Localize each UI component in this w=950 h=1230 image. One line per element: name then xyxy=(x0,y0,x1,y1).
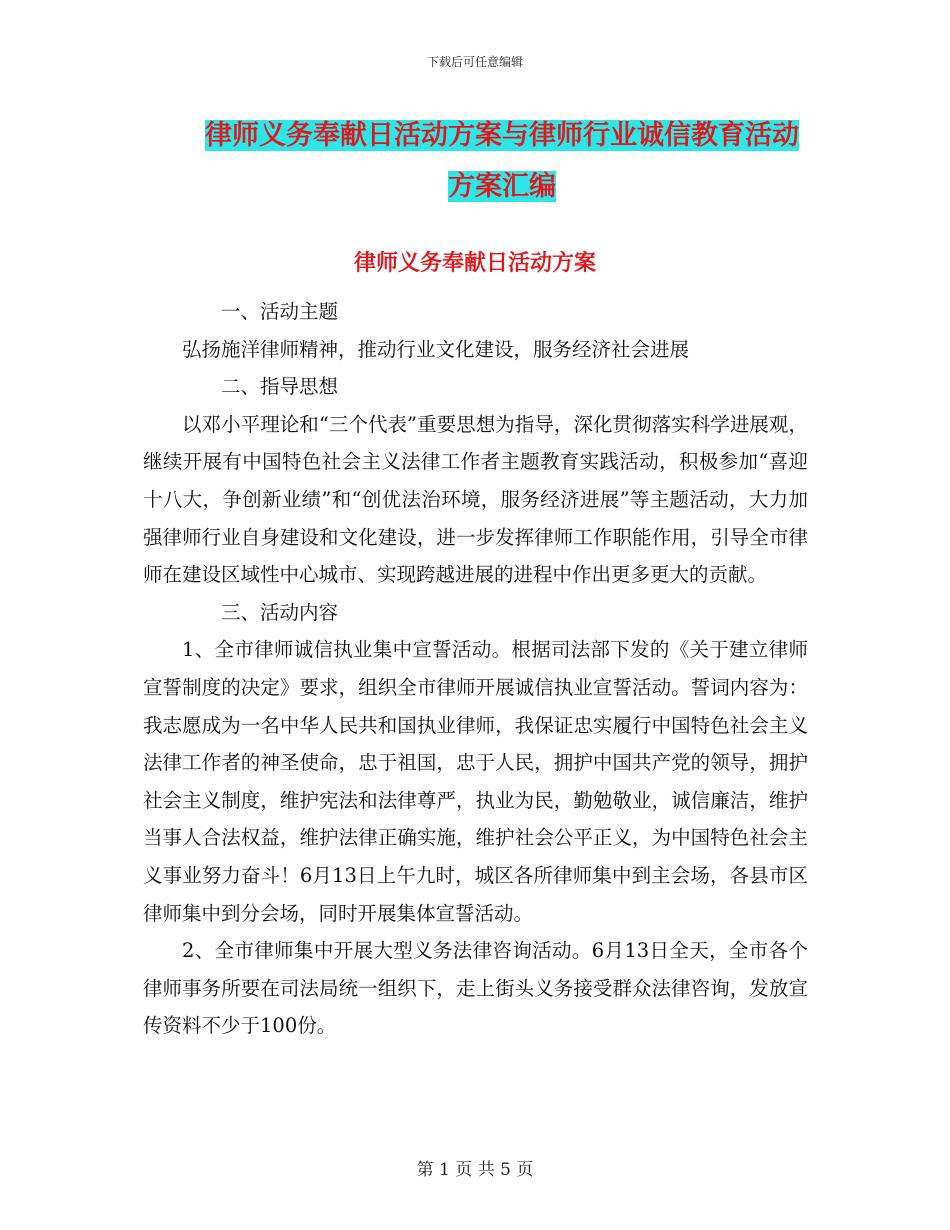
section-title: 律师义务奉献日活动方案 xyxy=(353,251,596,276)
heading-text: 指导思想 xyxy=(260,375,339,399)
heading-guiding-thought xyxy=(143,368,808,406)
heading-text: 活动主题 xyxy=(260,300,339,323)
heading-number: 三、 xyxy=(221,600,261,624)
document-title-text: 律师义务奉献日活动方案与律师行业诚信教育活动方案汇编 xyxy=(205,120,799,202)
paragraph-item-1: 1、全市律师诚信执业集中宣誓活动。根据司法部下发的《关于建立律师宣誓制度的决定》要求，组织全市律师开展诚信执业宣誓活动。誓词内容为：我志愿成为一名中华人民共和国执业律师，我保证忠实履行中国特色社会主义法律工作者的神圣使命，忠于祖国，忠于人民，拥护中国共产党的领导，拥护社会主义制度，维护宪法和法律尊严，执业为民，勤勉敬业，诚信廉洁，维护当事人合法权益，维护法律正确实施，维护社会公平正义，为中国特色社会主义事业努力奋斗！6月13日上午九时，城区各所律师集中到主会场，各县市区律师集中到分会场，同时开展集体宣誓活动。 xyxy=(143,638,808,925)
paragraph-theme: 弘扬施洋律师精神，推动行业文化建设，服务经济社会进展 xyxy=(182,337,690,361)
header-note: 下载后可任意编辑 xyxy=(426,55,523,69)
heading-activity-theme xyxy=(143,293,808,331)
page-footer: 第 1 页 共 5 页 xyxy=(416,1160,534,1180)
heading-number: 二、 xyxy=(221,375,261,399)
heading-activity-content xyxy=(143,594,808,632)
paragraph-item-2: 2、全市律师集中开展大型义务法律咨询活动。6月13日全天，全市各个律师事务所要在司法局统一组织下，走上街头义务接受群众法律咨询，发放宣传资料不少于100份。 xyxy=(143,939,808,1038)
document-body xyxy=(143,293,808,1045)
paragraph-guiding-thought: 以邓小平理论和“三个代表”重要思想为指导，深化贯彻落实科学进展观，继续开展有中国特色社会主义法律工作者主题教育实践活动，积极参加“喜迎十八大，争创新业绩”和“创优法治环境，服务经济进展”等主题活动，大力加强律师行业自身建设和文化建设，进一步发挥律师工作职能作用，引导全市律师在建设区域性中心城市、实现跨越进展的进程中作出更多更大的贡献。 xyxy=(143,412,808,587)
document-title xyxy=(192,110,812,212)
heading-number: 一、 xyxy=(221,300,261,323)
heading-text: 活动内容 xyxy=(260,600,339,624)
